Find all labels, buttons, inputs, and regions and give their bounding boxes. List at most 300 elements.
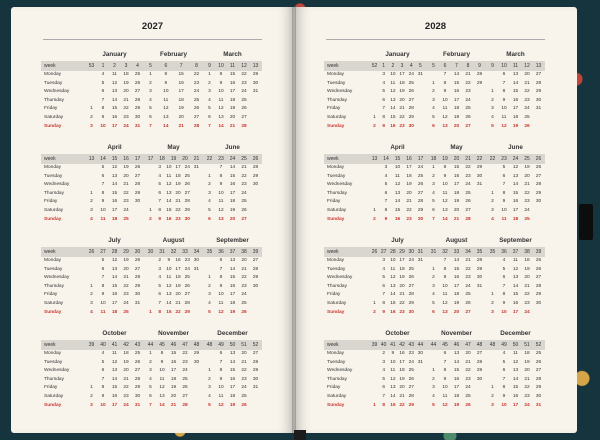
date-cell: 29: [476, 165, 483, 170]
date-cell: 12: [218, 309, 224, 315]
week-number: 48: [476, 342, 483, 348]
date-cell: 28: [134, 182, 141, 188]
date-cell: 6: [382, 97, 386, 103]
week-number: 11: [512, 63, 519, 69]
date-cell: 21: [123, 97, 129, 103]
date-cell: 31: [417, 258, 424, 263]
date-cell: 21: [524, 80, 530, 86]
right-page: [294, 7, 577, 433]
date-cell: 17: [170, 368, 177, 374]
date-cell: [87, 71, 96, 80]
date-cell: [251, 207, 260, 216]
date-cell: 11: [390, 80, 396, 86]
week-number: 40: [380, 342, 387, 348]
date-cell: [146, 291, 155, 300]
date-cell: 8: [502, 190, 506, 196]
week-number: 28: [111, 249, 118, 255]
weekday-label: Friday: [44, 106, 58, 112]
date-cell: 27: [252, 258, 259, 263]
date-cell: 26: [535, 165, 542, 170]
row-label-column: [41, 327, 85, 420]
date-cell: 3: [149, 368, 152, 374]
date-cell: 25: [123, 309, 129, 315]
dates-row: [427, 97, 486, 106]
date-cell: 22: [465, 165, 471, 170]
week-number: 48: [193, 342, 200, 348]
week-number-row: [203, 340, 262, 350]
date-cell: 20: [524, 368, 530, 374]
date-cell: [370, 97, 379, 106]
week-number: 13: [535, 63, 542, 69]
date-cell: [475, 114, 484, 123]
date-cell: 20: [399, 97, 405, 103]
date-cell: 27: [184, 292, 190, 298]
date-cell: 5: [502, 359, 506, 365]
date-cell: 22: [399, 114, 405, 120]
date-cell: 19: [453, 402, 460, 408]
sunday-dates-row: [203, 402, 262, 411]
month-name: July: [391, 237, 404, 244]
week-number: 44: [417, 342, 424, 348]
date-cell: 15: [166, 207, 172, 213]
date-cell: 9: [502, 300, 506, 306]
date-cell: [251, 402, 260, 411]
date-cell: 4: [432, 190, 435, 196]
date-cell: 25: [408, 266, 414, 272]
date-cell: [370, 71, 379, 80]
date-cell: 4: [384, 173, 388, 179]
date-cell: 4: [208, 393, 211, 399]
dates-row: [203, 164, 262, 173]
dates-row: [486, 376, 545, 385]
date-cell: 5: [208, 402, 211, 408]
date-cell: 6: [502, 72, 506, 77]
date-cell: 3: [90, 123, 93, 129]
date-cell: 5: [502, 165, 506, 170]
date-cell: 11: [163, 97, 169, 103]
date-cell: 18: [399, 80, 405, 86]
date-cell: 10: [218, 292, 224, 298]
week-number: 3: [400, 63, 404, 69]
date-cell: 18: [229, 300, 236, 306]
month-name: November: [441, 330, 472, 337]
date-cell: [146, 173, 155, 182]
date-cell: 9: [219, 80, 223, 86]
date-cell: 1: [491, 190, 494, 196]
date-cell: 18: [170, 376, 177, 382]
date-cell: 2: [90, 393, 93, 399]
weekday-label: Thursday: [327, 97, 347, 103]
date-cell: 25: [465, 190, 471, 196]
date-cell: 23: [184, 258, 190, 263]
dates-row: [368, 97, 427, 106]
date-cell: 31: [476, 283, 483, 289]
date-cell: 15: [229, 173, 236, 179]
dates-row: [144, 71, 203, 80]
date-cell: 10: [100, 207, 106, 213]
week-number: 19: [442, 156, 448, 162]
date-cell: 16: [453, 376, 460, 382]
weekday-label: Thursday: [327, 376, 347, 382]
date-cell: [475, 384, 484, 393]
week-label: week: [41, 154, 85, 164]
date-cell: 9: [443, 173, 447, 179]
week-number-row: [368, 340, 427, 350]
date-cell: 23: [406, 216, 412, 222]
date-cell: [87, 367, 96, 376]
date-cell: 1: [491, 292, 494, 298]
date-cell: 25: [465, 292, 471, 298]
date-cell: 26: [408, 275, 414, 281]
date-cell: 12: [442, 300, 448, 306]
date-cell: 6: [502, 275, 506, 281]
date-cell: 2: [149, 359, 152, 365]
dates-row: [486, 274, 545, 283]
date-cell: 15: [512, 89, 519, 95]
date-cell: 30: [134, 199, 141, 205]
date-cell: [475, 291, 484, 300]
date-cell: [192, 173, 201, 182]
date-cell: [192, 274, 201, 283]
date-cell: 14: [390, 292, 396, 298]
date-cell: 7: [443, 258, 447, 263]
date-cell: 2: [158, 258, 162, 263]
sunday-dates-row: [144, 309, 203, 318]
dates-row: [85, 384, 144, 393]
date-cell: 13: [159, 393, 165, 399]
week-number-row: [85, 247, 144, 257]
week-number: 40: [100, 342, 106, 348]
date-cell: 19: [399, 89, 405, 95]
date-cell: [416, 123, 425, 132]
date-cell: 13: [229, 351, 236, 356]
date-cell: 8: [219, 368, 223, 374]
date-cell: 15: [229, 368, 236, 374]
date-cell: 8: [219, 173, 223, 179]
date-cell: 24: [184, 266, 190, 272]
date-cell: 30: [252, 283, 259, 289]
date-cell: 6: [101, 173, 105, 179]
dates-row: [427, 393, 486, 402]
month-block: [427, 48, 486, 141]
date-cell: [146, 266, 155, 275]
date-cell: 2: [373, 216, 376, 222]
date-cell: 18: [453, 292, 460, 298]
date-cell: 3: [432, 182, 435, 188]
sunday-dates-row: [427, 123, 486, 132]
date-cell: 18: [229, 199, 236, 205]
dates-row: [486, 384, 545, 393]
date-cell: 3: [90, 300, 93, 306]
week-number-row: [203, 61, 262, 71]
date-cell: 17: [399, 72, 405, 77]
date-cell: 9: [443, 376, 447, 382]
date-cell: 7: [101, 376, 105, 382]
date-cell: 23: [123, 292, 129, 298]
date-cell: 21: [524, 283, 530, 289]
date-cell: 2: [208, 80, 211, 86]
date-cell: 1: [373, 114, 376, 120]
sunday-dates-row: [144, 216, 203, 225]
month-block: [144, 48, 203, 141]
dates-row: [486, 181, 545, 190]
date-cell: 1: [208, 275, 211, 281]
month-block: [368, 327, 427, 420]
date-cell: 13: [390, 283, 396, 289]
date-cell: 24: [408, 72, 414, 77]
date-cell: 17: [175, 266, 181, 272]
date-cell: 16: [512, 199, 519, 205]
date-cell: 17: [399, 258, 405, 263]
month-name: May: [450, 144, 463, 151]
month-row: [324, 48, 547, 141]
week-number-row: [85, 340, 144, 350]
date-cell: 8: [158, 309, 162, 315]
date-cell: 21: [399, 292, 405, 298]
date-cell: 25: [182, 376, 188, 382]
month-row: [324, 234, 547, 327]
date-cell: 8: [164, 72, 168, 77]
date-cell: [429, 359, 438, 368]
dates-row: [368, 350, 427, 359]
date-cell: 28: [193, 123, 200, 129]
date-cell: 1: [491, 89, 494, 95]
date-cell: 17: [399, 359, 405, 365]
date-cell: [416, 309, 425, 318]
date-cell: 8: [443, 368, 447, 374]
week-label: week: [41, 247, 85, 257]
date-cell: 3: [149, 89, 152, 95]
date-cell: [192, 402, 201, 411]
date-cell: 21: [524, 182, 530, 188]
week-number: 21: [193, 156, 200, 162]
sunday-dates-row: [85, 216, 144, 225]
dates-row: [144, 80, 203, 89]
date-cell: 5: [101, 165, 105, 170]
month-block: [85, 234, 144, 327]
date-cell: 29: [252, 275, 259, 281]
week-label: week: [324, 247, 368, 257]
dates-row: [368, 80, 427, 89]
date-cell: 15: [453, 266, 460, 272]
date-cell: [370, 384, 379, 393]
weekday-label: Saturday: [44, 393, 64, 399]
date-cell: 5: [101, 359, 105, 365]
date-cell: [370, 393, 379, 402]
date-cell: 27: [535, 368, 542, 374]
week-number: 19: [170, 156, 177, 162]
sunday-dates-row: [144, 123, 203, 132]
week-number: 13: [88, 156, 95, 162]
date-cell: 18: [175, 173, 181, 179]
date-cell: 22: [241, 72, 247, 77]
weekday-label: Friday: [327, 292, 341, 298]
date-cell: 17: [512, 106, 519, 112]
date-cell: 31: [252, 89, 259, 95]
date-cell: [370, 80, 379, 89]
week-label: week: [324, 340, 368, 350]
date-cell: 29: [184, 207, 190, 213]
date-cell: 2: [149, 80, 152, 86]
dates-row: [85, 300, 144, 309]
date-cell: 21: [465, 359, 471, 365]
date-cell: 8: [382, 300, 386, 306]
date-cell: 27: [252, 351, 259, 356]
date-cell: [370, 198, 379, 207]
dates-row: [486, 359, 545, 368]
dates-row: [486, 291, 545, 300]
date-cell: 14: [163, 123, 169, 129]
date-cell: 26: [182, 385, 188, 391]
date-cell: 29: [535, 190, 542, 196]
date-cell: 9: [502, 199, 506, 205]
sunday-dates-row: [368, 309, 427, 318]
date-cell: 16: [390, 309, 396, 315]
weekday-label: Thursday: [327, 283, 347, 289]
date-cell: 5: [432, 300, 435, 306]
date-cell: 20: [465, 351, 471, 356]
week-number: 8: [195, 63, 198, 69]
month-block: [427, 327, 486, 420]
month-block: [144, 327, 203, 420]
date-cell: 12: [111, 258, 118, 263]
date-cell: 16: [512, 393, 519, 399]
date-cell: 10: [390, 258, 396, 263]
date-cell: 7: [443, 72, 447, 77]
dates-row: [203, 105, 262, 114]
weekday-label: Friday: [44, 292, 58, 298]
weekday-label: Thursday: [44, 376, 64, 382]
dates-row: [85, 274, 144, 283]
date-cell: 1: [208, 368, 211, 374]
dates-row: [203, 97, 262, 106]
date-cell: 23: [408, 351, 414, 356]
week-number: 35: [489, 249, 496, 255]
date-cell: [475, 300, 484, 309]
week-number: 20: [182, 156, 188, 162]
date-cell: 29: [408, 402, 414, 408]
date-cell: 20: [524, 275, 530, 281]
date-cell: [370, 350, 379, 359]
date-cell: 22: [175, 207, 181, 213]
date-cell: 10: [501, 402, 507, 408]
weekday-label: Saturday: [44, 114, 64, 120]
date-cell: 21: [465, 258, 471, 263]
date-cell: 30: [134, 393, 141, 399]
date-cell: 23: [241, 283, 247, 289]
sunday-label: Sunday: [327, 216, 345, 222]
date-cell: 11: [159, 376, 165, 382]
dates-row: [85, 266, 144, 275]
date-cell: 14: [390, 106, 396, 112]
date-cell: 26: [465, 300, 471, 306]
week-number: 47: [465, 342, 471, 348]
date-cell: 28: [134, 97, 141, 103]
date-cell: 15: [512, 190, 519, 196]
week-label: week: [41, 340, 85, 350]
month-row: [41, 327, 264, 420]
week-number: 29: [123, 249, 129, 255]
dates-row: [203, 350, 262, 359]
date-cell: 29: [476, 266, 483, 272]
date-cell: 15: [229, 275, 236, 281]
elastic-closure-band[interactable]: [579, 204, 593, 240]
dates-row: [85, 173, 144, 182]
date-cell: 16: [175, 258, 181, 263]
date-cell: 28: [241, 123, 247, 129]
week-number: 39: [88, 342, 95, 348]
date-cell: 10: [163, 89, 169, 95]
date-cell: [416, 105, 425, 114]
dates-row: [486, 71, 545, 80]
date-cell: 3: [90, 402, 93, 408]
weekday-label: Saturday: [327, 207, 347, 213]
date-cell: 28: [476, 72, 483, 77]
date-cell: 14: [453, 258, 460, 263]
week-number: 18: [430, 156, 437, 162]
date-cell: 12: [512, 359, 519, 365]
dates-row: [203, 274, 262, 283]
date-cell: 25: [524, 216, 530, 222]
date-cell: 17: [111, 207, 118, 213]
dates-row: [368, 181, 427, 190]
week-number: 52: [371, 63, 378, 69]
date-cell: 29: [252, 72, 259, 77]
date-cell: 11: [501, 216, 507, 222]
sunday-label: Sunday: [44, 402, 62, 408]
date-cell: 6: [432, 309, 435, 315]
bookmark-ribbon[interactable]: [294, 430, 306, 440]
date-cell: 10: [390, 72, 396, 77]
date-cell: 14: [442, 216, 448, 222]
sunday-label: Sunday: [44, 309, 62, 315]
dates-row: [203, 198, 262, 207]
date-cell: 5: [432, 114, 435, 120]
date-cell: 27: [465, 309, 471, 315]
date-cell: 11: [218, 97, 224, 103]
week-number-row: [427, 61, 486, 71]
date-cell: 11: [218, 393, 224, 399]
date-cell: 18: [453, 106, 460, 112]
week-number: 37: [229, 249, 236, 255]
date-cell: 7: [101, 182, 105, 188]
week-number: 49: [218, 342, 224, 348]
date-cell: 19: [123, 165, 129, 170]
date-cell: 12: [218, 402, 224, 408]
dates-row: [427, 198, 486, 207]
date-cell: 11: [442, 393, 448, 399]
date-cell: 11: [513, 351, 518, 356]
date-cell: 9: [443, 275, 447, 281]
sunday-dates-row: [486, 216, 545, 225]
date-cell: 31: [134, 123, 141, 129]
week-number-row: [368, 61, 427, 71]
week-number-row: [203, 247, 262, 257]
date-cell: 29: [134, 283, 141, 289]
date-cell: 27: [408, 283, 414, 289]
week-number: 2: [113, 63, 116, 69]
date-cell: 25: [408, 368, 414, 374]
month-block: [368, 48, 427, 141]
week-number: 23: [218, 156, 224, 162]
date-cell: 8: [382, 114, 386, 120]
week-number-row: [427, 340, 486, 350]
date-cell: 11: [390, 368, 396, 374]
date-cell: 20: [229, 216, 236, 222]
date-cell: 1: [149, 72, 152, 77]
date-cell: 30: [408, 123, 414, 129]
date-cell: 1: [432, 266, 435, 272]
